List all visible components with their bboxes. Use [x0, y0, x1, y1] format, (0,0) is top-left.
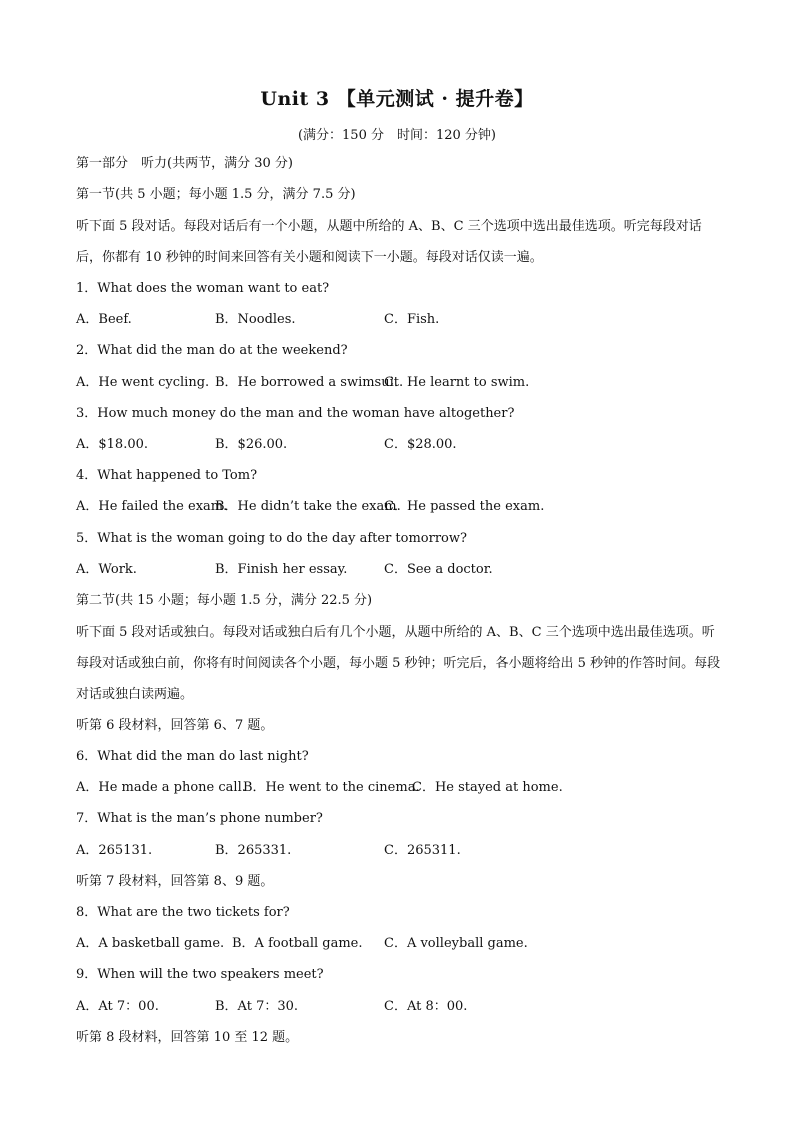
option-b: B．He didn’t take the exam. — [215, 499, 401, 514]
option-a: A．He made a phone call. — [76, 780, 246, 795]
option-b: B．$26.00. — [215, 437, 288, 452]
option-c: C．He stayed at home. — [412, 780, 563, 795]
option-b: B．He went to the cinema. — [243, 780, 420, 795]
option-a: A．He went cycling. — [76, 375, 210, 390]
option-a: A．Work. — [76, 562, 137, 577]
option-a: A．Beef. — [76, 312, 132, 327]
material-8-heading: 听第 8 段材料，回答第 10 至 12 题。 — [76, 1030, 299, 1045]
option-b: B．Noodles. — [215, 312, 296, 327]
section1-heading: 第一节(共 5 小题；每小题 1.5 分，满分 7.5 分) — [76, 187, 356, 202]
option-c: C．He passed the exam. — [384, 499, 545, 514]
option-a: A．At 7：00. — [76, 999, 159, 1014]
option-b: B．A football game. — [232, 936, 363, 951]
question-stem: 4．What happened to Tom? — [76, 468, 258, 483]
material-7-heading: 听第 7 段材料，回答第 8、9 题。 — [76, 874, 274, 889]
option-a: A．265131. — [76, 843, 153, 858]
question-stem: 2．What did the man do at the weekend? — [76, 343, 348, 358]
part1-heading: 第一部分 听力(共两节，满分 30 分) — [76, 156, 293, 171]
option-b: B．At 7：30. — [215, 999, 299, 1014]
option-c: C．He learnt to swim. — [384, 375, 530, 390]
option-c: C．265311. — [384, 843, 461, 858]
option-a: A．He failed the exam. — [76, 499, 228, 514]
option-a: A．$18.00. — [76, 437, 149, 452]
option-c: C．At 8：00. — [384, 999, 468, 1014]
option-b: B．He borrowed a swimsuit. — [215, 375, 404, 390]
section2-heading: 第二节(共 15 小题；每小题 1.5 分，满分 22.5 分) — [76, 593, 373, 608]
option-b: B．Finish her essay. — [215, 562, 348, 577]
option-c: C．See a doctor. — [384, 562, 493, 577]
material-6-heading: 听第 6 段材料，回答第 6、7 题。 — [76, 718, 274, 733]
option-a: A．A basketball game. — [76, 936, 225, 951]
question-stem: 8．What are the two tickets for? — [76, 905, 290, 920]
question-stem: 9．When will the two speakers meet? — [76, 967, 324, 982]
question-stem: 3．How much money do the man and the woman have altogether? — [76, 406, 515, 421]
option-c: C．$28.00. — [384, 437, 457, 452]
question-stem: 1．What does the woman want to eat? — [76, 281, 330, 296]
question-stem: 5．What is the woman going to do the day after tomorrow? — [76, 531, 467, 546]
question-stem: 7．What is the man’s phone number? — [76, 811, 323, 826]
section1-instructions: 听下面 5 段对话。每段对话后有一个小题，从题中所给的 A、B、C 三个选项中选出最佳选项。听完每段对话后，你都有 10 秒钟的时间来回答有关小题和阅读下一小题。每段对话仅读一遍。 — [76, 219, 702, 265]
page-title: Unit 3 【单元测试 · 提升卷】 — [260, 88, 534, 110]
exam-info: (满分：150 分 时间：120 分钟) — [297, 128, 497, 143]
option-c: C．A volleyball game. — [384, 936, 528, 951]
option-c: C．Fish. — [384, 312, 440, 327]
question-stem: 6．What did the man do last night? — [76, 749, 309, 764]
section2-instructions: 听下面 5 段对话或独白。每段对话或独白后有几个小题，从题中所给的 A、B、C 三个选项中选出最佳选项。听每段对话或独白前，你将有时间阅读各个小题，每小题 5 秒钟；听完后，各小题将给出 5 秒钟的作答时间。每段对话或独白读两遍。 — [76, 625, 721, 702]
option-b: B．265331. — [215, 843, 292, 858]
